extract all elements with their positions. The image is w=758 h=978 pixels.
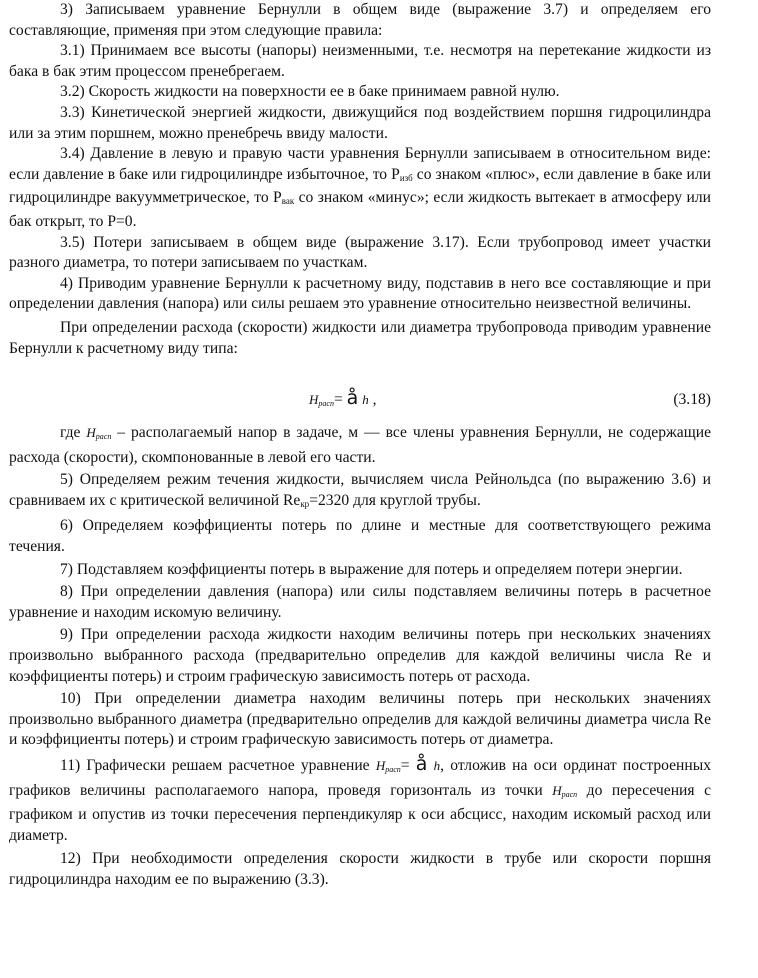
paragraph-12: 12) При необходимости определения скорости жидкости в трубе или скорости поршня гидроцилиндра находим ее по выражению (3.3). <box>9 850 711 888</box>
paragraph-11-part-c: до пересечения с графиком и опустив из точки пересечения перпендикуляр к оси абсцисс, находим искомый расход или диаметр. <box>9 781 712 844</box>
p11-h: h <box>433 758 441 773</box>
paragraph-5-part-a: 5) Определяем режим течения жидкости, вычисляем числа Рейнольдса (по выражению 3.6) и сравниваем их с критической величиной Re <box>9 471 711 509</box>
paragraph-7: 7) Подставляем коэффициенты потерь в выражение для потерь и определяем потери энергии. <box>60 560 683 578</box>
formula-number: (3.18) <box>673 391 711 409</box>
paragraph-3-4-part-c: со знаком «минус»; если жидкость вытекает в атмосферу или бак открыт, то P=0. <box>9 189 711 230</box>
p11-point-H-subscript: расп <box>561 789 578 799</box>
where-part-a: где <box>60 424 87 442</box>
paragraph-3-4 <box>9 144 711 232</box>
p11-sum-symbol: å <box>415 753 428 775</box>
paragraph-11 <box>9 754 711 846</box>
paragraph-where <box>9 423 711 468</box>
formula-equals: = <box>333 391 347 409</box>
subscript-kr: кр <box>300 498 310 509</box>
formula-comma: , <box>368 391 377 409</box>
paragraph-3-3: 3.3) Кинетической энергией жидкости, движущийся под воздействием поршня гидроцилиндра или за этим поршнем, можно пренебречь ввиду малости. <box>9 103 711 142</box>
document-page <box>9 0 711 891</box>
p11-H-subscript: расп <box>385 765 401 774</box>
paragraph-8: 8) При определении давления (напора) или силы подставляем величины потерь в расчетное уравнение и находим искомую величину. <box>9 583 711 621</box>
paragraph-11-part-b: , отложив на оси ординат построенных графиков величины располагаемого напора, проведя горизонталь из точки <box>9 757 711 799</box>
paragraph-6: 6) Определяем коэффициенты потерь по длине и местные для соответствующего режима течения. <box>9 517 711 556</box>
inline-H: H <box>86 425 96 441</box>
formula-H-subscript: расп <box>318 399 334 409</box>
paragraph-flow-intro: При определении расхода (скорости) жидкости или диаметра трубопровода приводим уравнение Бернулли к расчетному виду типа: <box>9 318 711 357</box>
p11-equals: = <box>400 757 416 774</box>
formula-3-18 <box>9 375 711 423</box>
paragraph-5-part-b: =2320 для круглой трубы. <box>309 491 481 509</box>
formula-expression <box>309 387 377 409</box>
paragraph-3-5: 3.5) Потери записываем в общем виде (выражение 3.17). Если трубопровод имеет участки разного диаметра, то потери записываем по участкам. <box>9 233 711 272</box>
paragraph-3-4-part-b: со знаком «плюс», если давление в баке или гидроцилиндре вакуумметрическое, то P <box>9 165 711 207</box>
where-part-b: – располагаемый напор в задаче, м — все члены уравнения Бернулли, не содержащие расхода (скорости), скомпонованные в левой его части. <box>9 424 711 466</box>
paragraph-5 <box>9 470 711 514</box>
paragraph-3-2: 3.2) Скорость жидкости на поверхности ее в баке принимаем равной нулю. <box>60 83 560 101</box>
formula-H: H <box>309 392 319 408</box>
paragraph-10: 10) При определении диаметра находим величины потерь при нескольких значениях произвольно выбранного диаметра (предварительно определив для каждой величины диаметра числа Re и коэффициенты потерь) и строим графическую зависимость потерь от диаметра. <box>9 690 711 749</box>
subscript-vak: вак <box>281 196 295 207</box>
inline-H-subscript: расп <box>95 432 112 442</box>
paragraph-3-1: 3.1) Принимаем все высоты (напоры) неизменными, т.е. несмотря на перетекание жидкости из бака в бак этим процессом пренебрегаем. <box>9 42 711 80</box>
subscript-izb: изб <box>399 172 413 183</box>
paragraph-3: 3) Записываем уравнение Бернулли в общем виде (выражение 3.7) и определяем его составляющие, применяя при этом следующие правила: <box>9 1 711 39</box>
paragraph-3-4-part-a: 3.4) Давление в левую и правую части уравнения Бернулли записываем в относительном виде: если давление в баке или гидроцилиндре избыточное, то P <box>9 145 711 183</box>
paragraph-9: 9) При определении расхода жидкости находим величины потерь при нескольких значениях произвольно выбранного расхода (предварительно определив для каждой величины числа Re и коэффициенты потерь) и строим графическую зависимость потерь от расхода. <box>9 626 711 685</box>
paragraph-4: 4) Приводим уравнение Бернулли к расчетному виду, подставив в него все составляющие и при определении давления (напора) или силы решаем это уравнение относительно неизвестной величины. <box>9 274 711 313</box>
sum-symbol: å <box>346 387 359 410</box>
paragraph-11-part-a: 11) Графически решаем расчетное уравнение <box>60 757 376 774</box>
p11-H: H <box>375 758 386 773</box>
p11-point-H: H <box>552 782 562 798</box>
formula-h: h <box>362 392 369 408</box>
